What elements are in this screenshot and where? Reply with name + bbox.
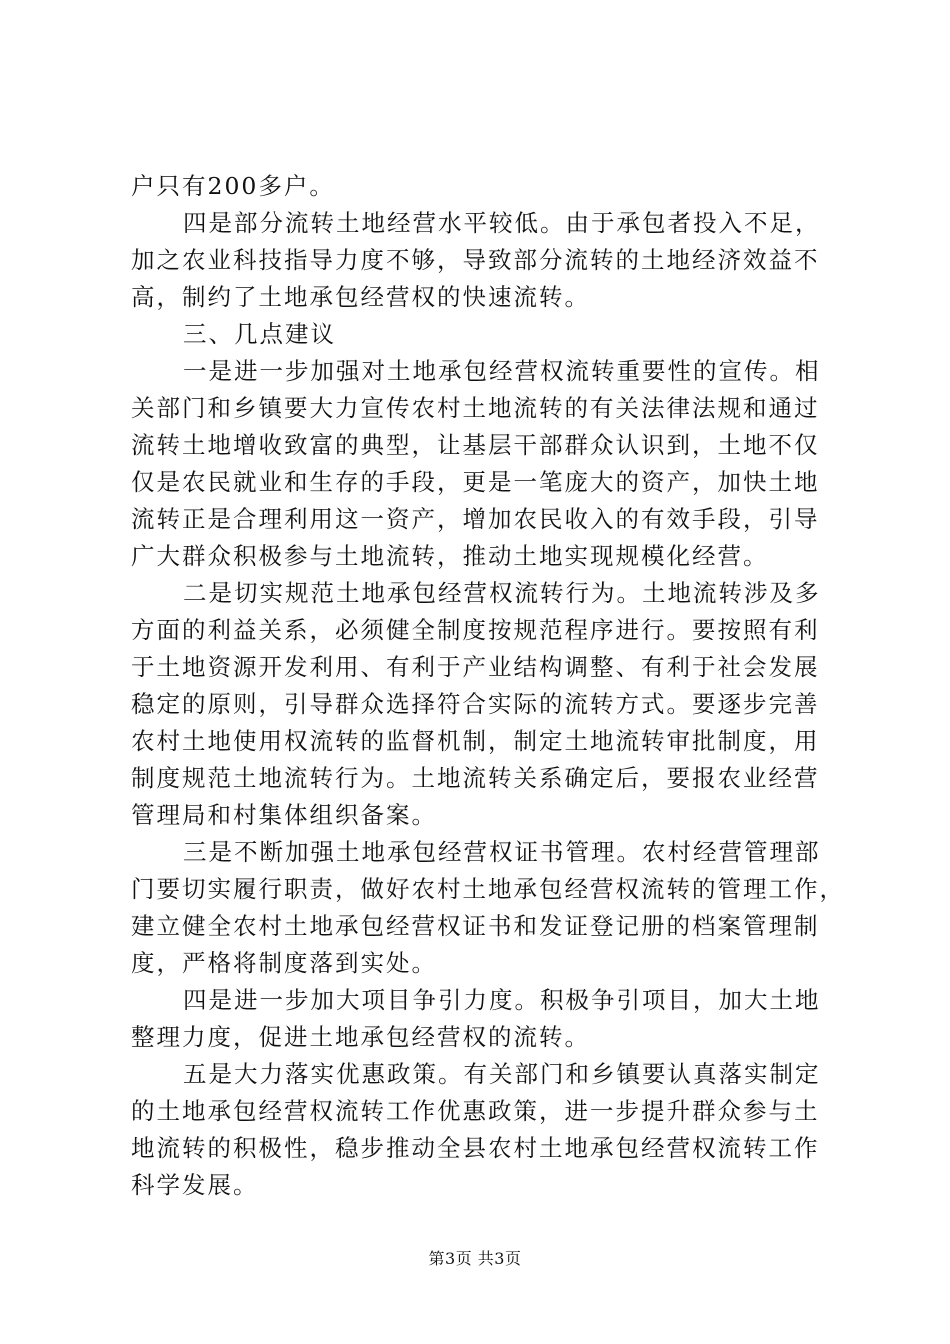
text-line: 科学发展。: [131, 1171, 259, 1199]
text-line: 关部门和乡镇要大力宣传农村土地流转的有关法律法规和通过: [131, 394, 820, 422]
text-line: 一是进一步加强对土地承包经营权流转重要性的宣传。相: [183, 357, 821, 385]
text-line: 流转土地增收致富的典型，让基层干部群众认识到，土地不仅: [131, 431, 820, 459]
text-line: 度，严格将制度落到实处。: [131, 949, 437, 977]
text-line: 流转正是合理利用这一资产，增加农民收入的有效手段，引导: [131, 505, 820, 533]
text-line: 建立健全农村土地承包经营权证书和发证登记册的档案管理制: [131, 912, 820, 940]
text-line: 二是切实规范土地承包经营权流转行为。土地流转涉及多: [183, 579, 821, 607]
document-body: [131, 168, 845, 1204]
text-line: 地流转的积极性，稳步推动全县农村土地承包经营权流转工作: [131, 1134, 820, 1162]
text-line: 门要切实履行职责，做好农村土地承包经营权流转的管理工作，: [131, 875, 845, 903]
text-line: 三、几点建议: [183, 320, 336, 348]
text-line: 制度规范土地流转行为。土地流转关系确定后，要报农业经营: [131, 764, 820, 792]
text-line: 管理局和村集体组织备案。: [131, 801, 437, 829]
text-line: 四是进一步加大项目争引力度。积极争引项目，加大土地: [183, 986, 821, 1014]
text-line: 五是大力落实优惠政策。有关部门和乡镇要认真落实制定: [183, 1060, 821, 1088]
text-line: 方面的利益关系，必须健全制度按规范程序进行。要按照有利: [131, 616, 820, 644]
text-line: 加之农业科技指导力度不够，导致部分流转的土地经济效益不: [131, 246, 820, 274]
text-line: 广大群众积极参与土地流转，推动土地实现规模化经营。: [131, 542, 769, 570]
text-line: 整理力度，促进土地承包经营权的流转。: [131, 1023, 590, 1051]
text-line: 高，制约了土地承包经营权的快速流转。: [131, 283, 590, 311]
text-line: 户只有200多户。: [131, 172, 335, 200]
text-line: 的土地承包经营权流转工作优惠政策，进一步提升群众参与土: [131, 1097, 820, 1125]
text-line: 三是不断加强土地承包经营权证书管理。农村经营管理部: [183, 838, 821, 866]
page-footer: 第3页 共3页: [428, 1249, 522, 1268]
text-line: 稳定的原则，引导群众选择符合实际的流转方式。要逐步完善: [131, 690, 820, 718]
text-line: 仅是农民就业和生存的手段，更是一笔庞大的资产，加快土地: [131, 468, 820, 496]
text-line: 农村土地使用权流转的监督机制，制定土地流转审批制度，用: [131, 727, 820, 755]
text-line: 于土地资源开发利用、有利于产业结构调整、有利于社会发展: [131, 653, 820, 681]
text-line: 四是部分流转土地经营水平较低。由于承包者投入不足，: [183, 209, 821, 237]
